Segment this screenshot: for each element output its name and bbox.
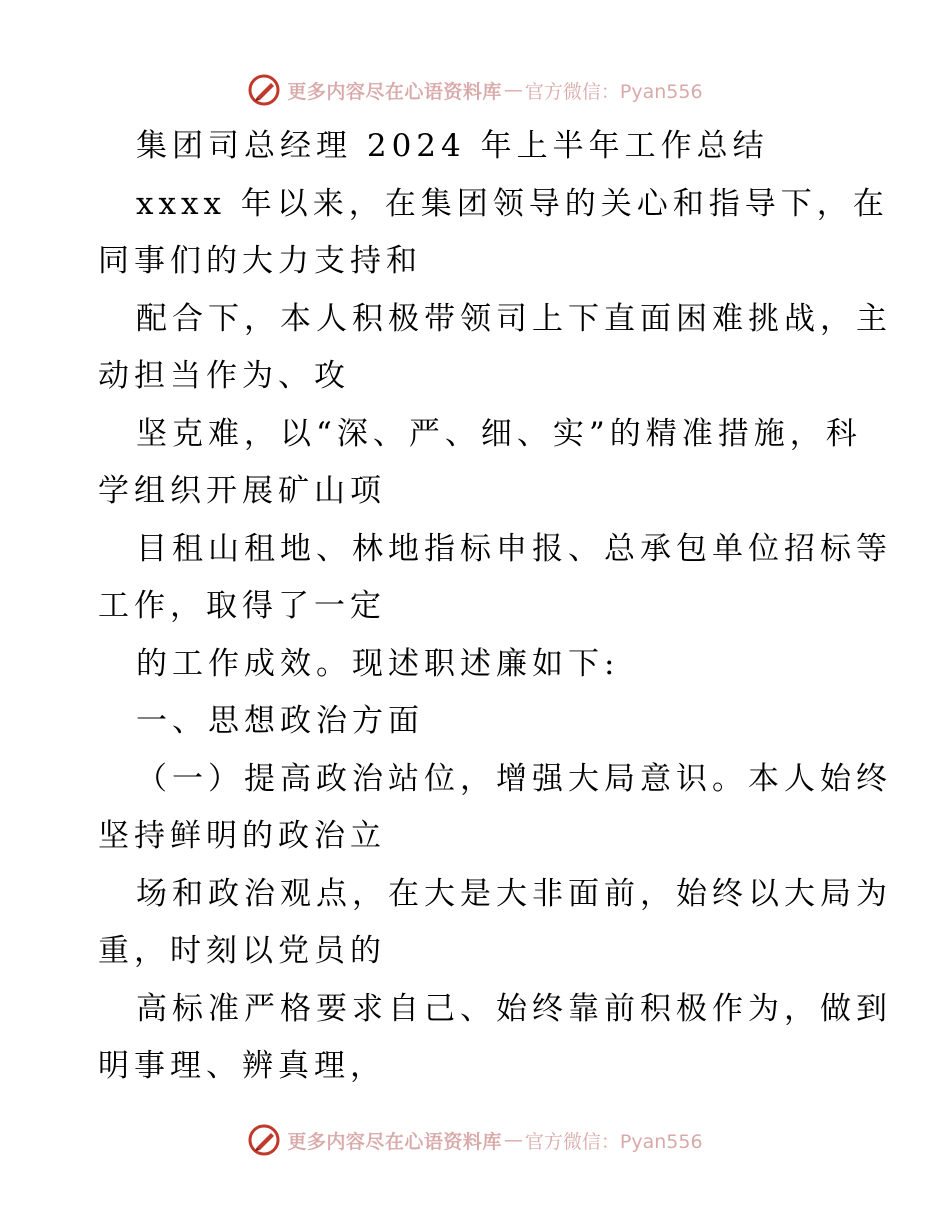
paragraph-line: 的工作成效。现述职述廉如下:: [136, 645, 620, 682]
paragraph-line: 场和政治观点，在大是大非面前，始终以大局为: [136, 875, 892, 912]
paragraph-line: 目租山租地、林地指标申报、总承包单位招标等: [136, 530, 892, 567]
paragraph-line: 配合下，本人积极带领司上下直面困难挑战，主: [136, 300, 892, 337]
watermark-official: 官方微信：Pyan556: [524, 80, 703, 103]
footer-watermark: [0, 1118, 950, 1162]
paragraph-line: 重，时刻以党员的: [98, 933, 386, 969]
watermark-separator: —: [503, 79, 523, 101]
pen-logo-icon: [247, 1123, 281, 1157]
paragraph-line: 坚持鲜明的政治立: [98, 818, 386, 854]
paragraph-line: xxxx 年以来，在集团领导的关心和指导下，在: [136, 185, 889, 222]
paragraph-line: 明事理、辨真理，: [98, 1048, 386, 1084]
document-title: 集团司总经理 2024 年上半年工作总结: [136, 128, 769, 164]
paragraph-line: 工作，取得了一定: [98, 588, 386, 624]
paragraph-line: 学组织开展矿山项: [98, 473, 386, 509]
paragraph-line: 动担当作为、攻: [98, 358, 350, 394]
document-body: [98, 118, 892, 1096]
watermark-separator: —: [503, 1129, 523, 1151]
pen-logo-icon: [247, 73, 281, 107]
watermark-official: 官方微信：Pyan556: [524, 1130, 703, 1153]
section-heading: 一、思想政治方面: [136, 703, 424, 739]
paragraph-line: 高标准严格要求自己、始终靠前积极作为，做到: [136, 990, 892, 1027]
header-watermark: [0, 68, 950, 112]
watermark-text: 更多内容尽在心语资料库: [287, 80, 502, 103]
paragraph-line: 坚克难，以“深、严、细、实”的精准措施，科: [136, 415, 862, 452]
paragraph-line: 同事们的大力支持和: [98, 243, 422, 279]
watermark-text: 更多内容尽在心语资料库: [287, 1130, 502, 1153]
subsection-heading: （一）提高政治站位，增强大局意识。本人始终: [136, 760, 892, 797]
